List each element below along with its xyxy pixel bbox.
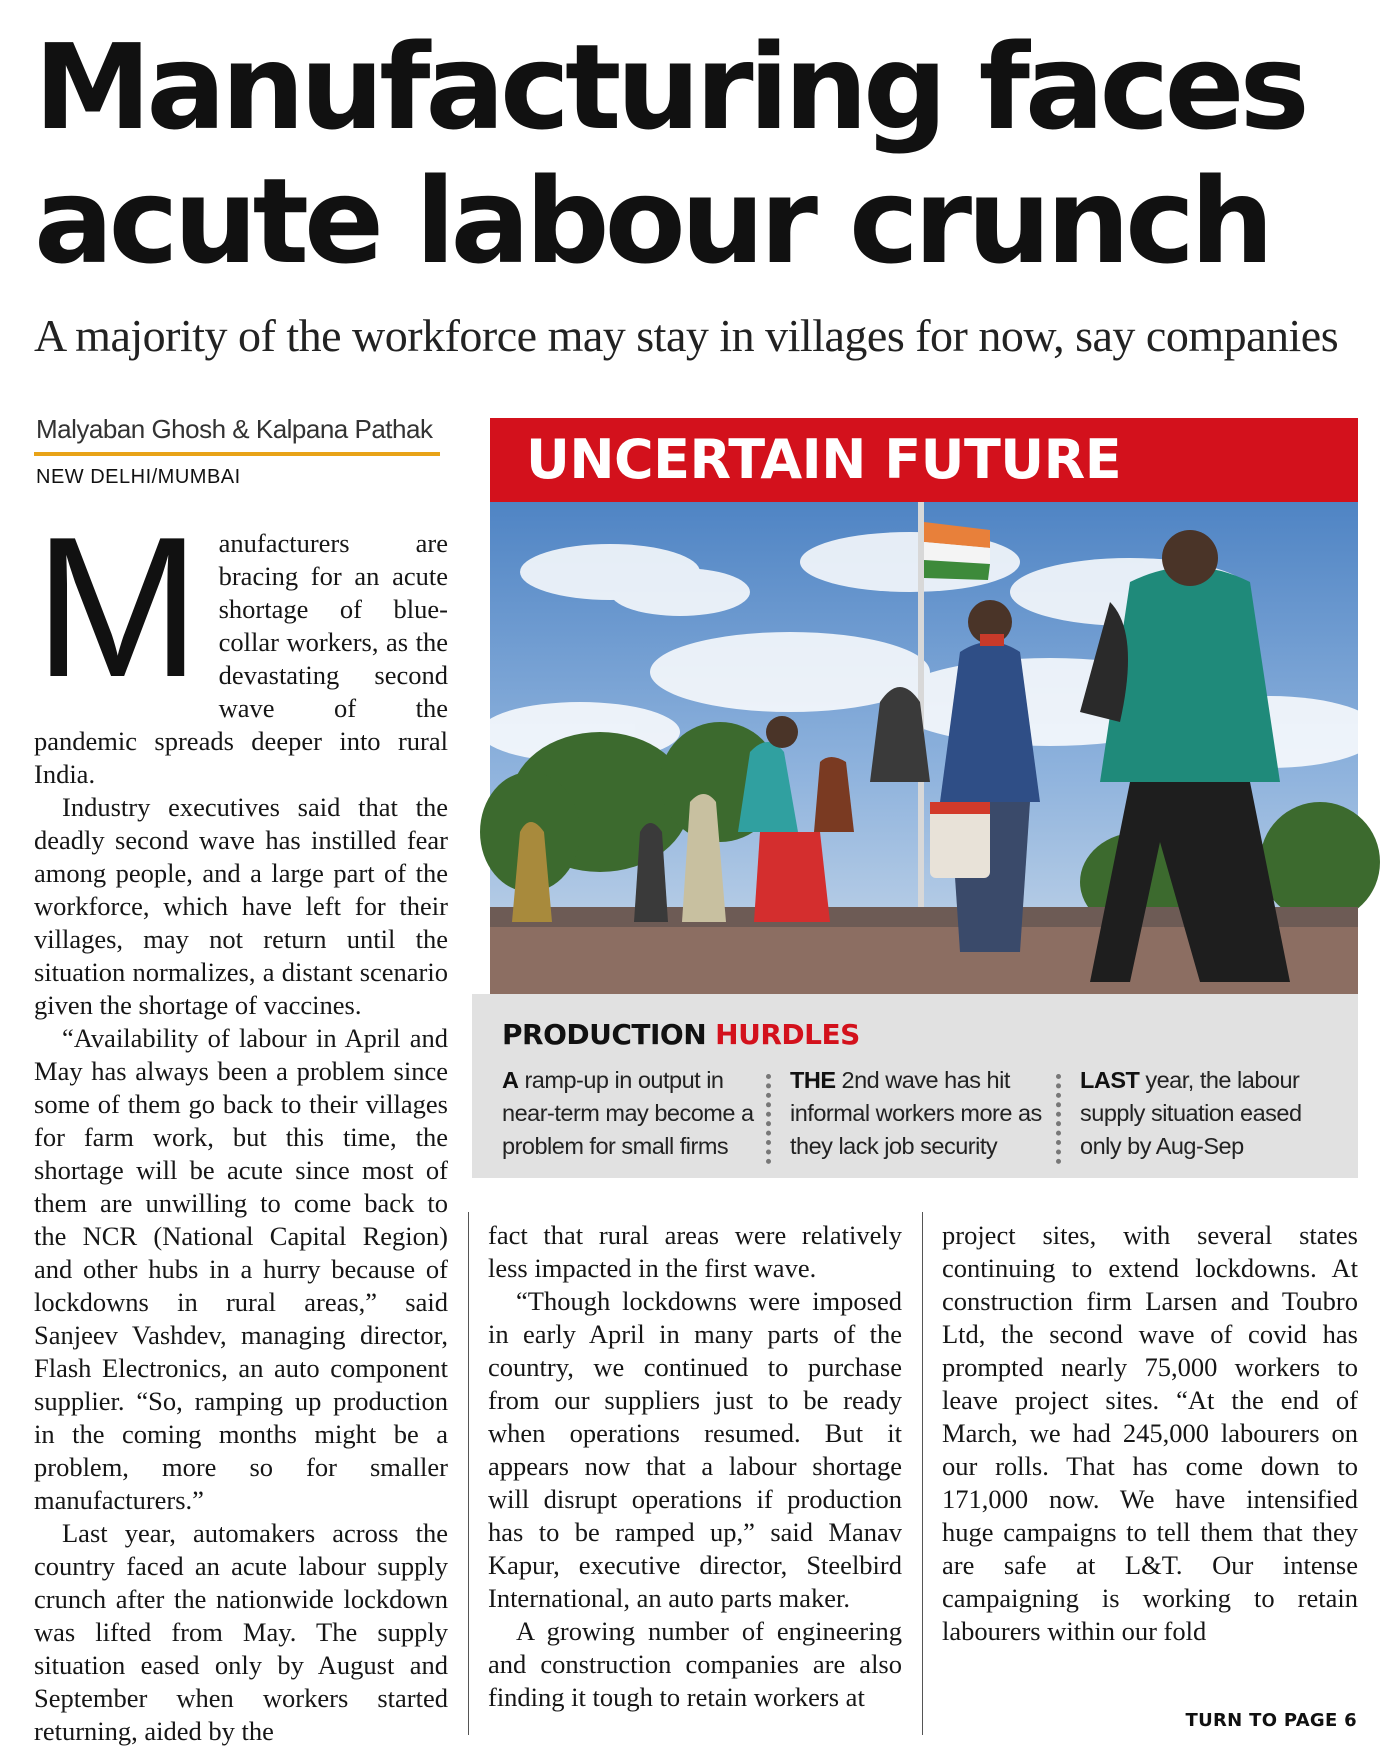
hurdle-text: year, the labour supply situation eased only by Aug-Sep	[1080, 1067, 1302, 1159]
body-column-3	[942, 1219, 1358, 1646]
jump-line[interactable]: TURN TO PAGE 6	[1185, 1710, 1357, 1731]
paragraph: A growing number of engineering and construction companies are also finding it tough to retain workers at	[488, 1616, 902, 1712]
dotted-divider	[766, 1074, 771, 1164]
paragraph: Last year, automakers across the country faced an acute labour supply crunch after the nationwide lockdown was lifted from May. The supply situation eased only by August and September when workers started returning, aided by the	[34, 1518, 448, 1746]
column-rule	[922, 1212, 923, 1735]
body-column-1	[34, 496, 448, 1746]
dotted-divider	[1056, 1074, 1061, 1164]
news-photo	[490, 502, 1358, 994]
byline-rule	[34, 452, 440, 456]
paragraph: Industry executives said that the deadly second wave has instilled fear among people, and a large part of the workforce, which have left for their villages, may not return until the situation normalizes, a distant scenario given the shortage of vaccines.	[34, 792, 448, 1020]
headline-line-2: acute labour crunch	[34, 152, 1270, 290]
subheadline: A majority of the workforce may stay in villages for now, say companies	[34, 310, 1339, 361]
hurdle-lead: THE	[790, 1067, 836, 1093]
column-rule	[468, 1212, 469, 1735]
banner-title: UNCERTAIN FUTURE	[526, 428, 1122, 491]
headline	[34, 20, 1364, 288]
headline-line-1: Manufacturing faces	[34, 18, 1305, 156]
info-title-red: HURDLES	[715, 1018, 860, 1051]
paragraph: fact that rural areas were relatively less impacted in the first wave.	[488, 1220, 902, 1283]
byline: Malyaban Ghosh & Kalpana Pathak	[36, 414, 433, 444]
hurdle-item	[790, 1064, 1050, 1163]
hurdle-item	[502, 1064, 762, 1163]
hurdle-item	[1080, 1064, 1340, 1163]
hurdle-text: 2nd wave has hit informal workers more as they lack job security	[790, 1067, 1042, 1159]
paragraph: “Availability of labour in April and May has always been a problem since some of them go back to their villages for farm work, but this time, the shortage will be acute since most of them are unwilling to come back to the NCR (National Capital Region) and other hubs in a hurry because of lockdowns in rural areas,” said Sanjeev Vashdev, managing director, Flash Electronics, an auto component supplier. “So, ramping up production in the coming months might be a problem, more so for smaller manufacturers.”	[34, 1023, 448, 1515]
paragraph: anufacturers are bracing for an acute shortage of blue-collar workers, as the devastating second wave of the pandemic spreads deeper into rural India.	[34, 528, 448, 789]
production-hurdles-box	[472, 994, 1358, 1178]
paragraph: “Though lockdowns were imposed in early April in many parts of the country, we continued to purchase from our suppliers just to be ready when operations resumed. But it appears now that a labour shortage will disrupt operations if production has to be ramped up,” said Manav Kapur, executive director, Steelbird International, an auto parts maker.	[488, 1286, 902, 1613]
info-box-title	[502, 1018, 860, 1051]
dateline: NEW DELHI/MUMBAI	[36, 466, 241, 488]
photo-illustration	[490, 502, 1358, 994]
hurdle-lead: A	[502, 1067, 519, 1093]
hurdle-text: ramp-up in output in near-term may become a problem for small firms	[502, 1067, 754, 1159]
drop-cap: M	[34, 496, 201, 719]
hurdle-lead: LAST	[1080, 1067, 1140, 1093]
info-title-black: PRODUCTION	[502, 1018, 707, 1051]
body-column-2	[488, 1219, 902, 1735]
paragraph: project sites, with several states continuing to extend lockdowns. At construction firm Larsen and Toubro Ltd, the second wave of covid has prompted nearly 75,000 workers to leave project sites. “At the end of March, we had 245,000 labourers on our rolls. That has come down to 171,000 now. We have intensified huge campaigns to tell them that they are safe at L&T. Our intense campaigning is working to retain labourers within our fold	[942, 1220, 1358, 1646]
section-banner	[490, 418, 1358, 502]
